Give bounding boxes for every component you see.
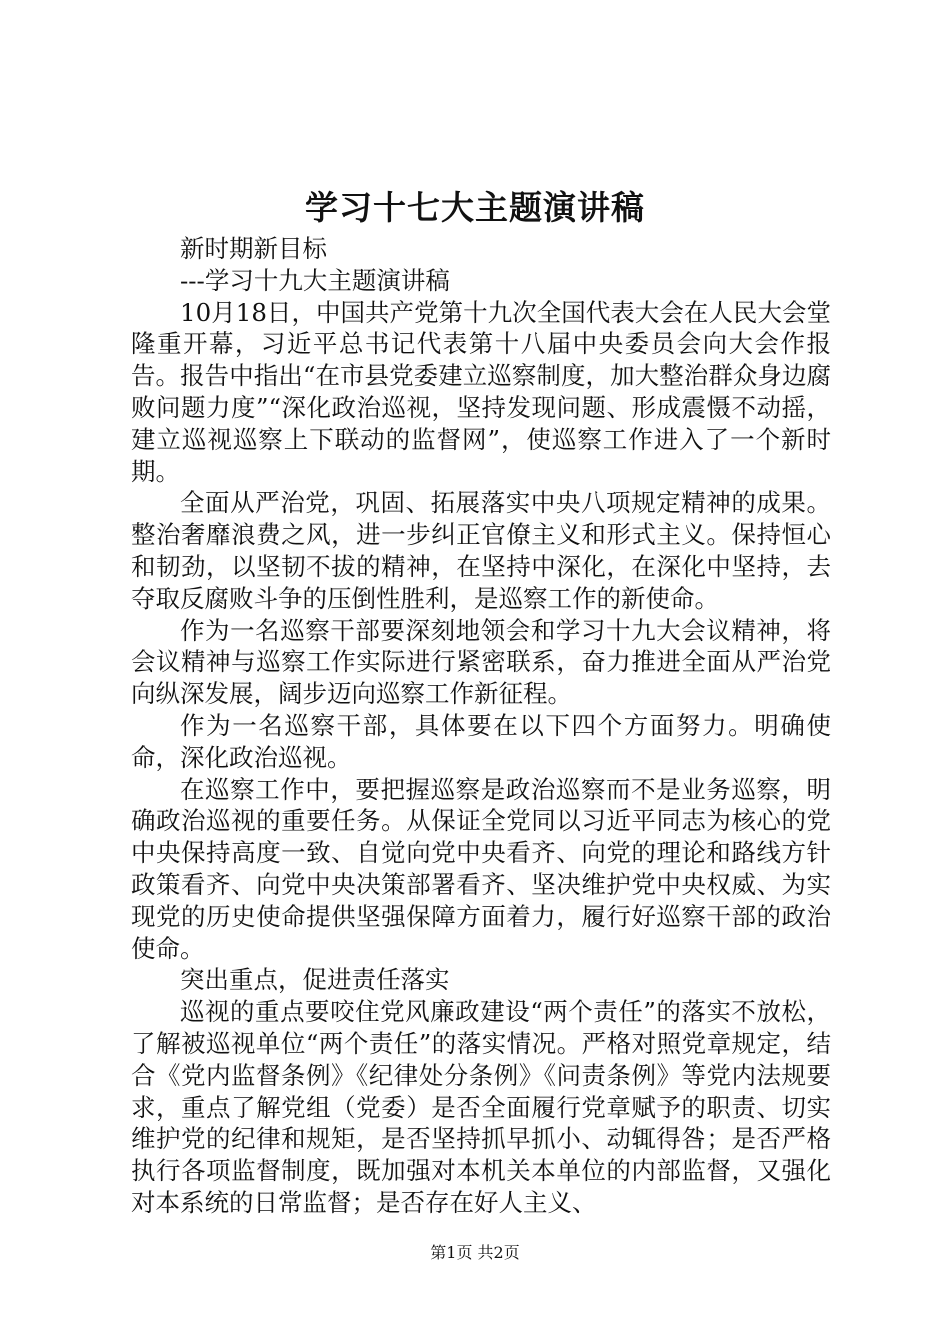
paragraph: 巡视的重点要咬住党风廉政建设“两个责任”的落实不放松，了解被巡视单位“两个责任”的落实情况。严格对照党章规定，结合《党内监督条例》《纪律处分条例》《问责条例》等党内法规要求，重点了解党组（党委）是否全面履行党章赋予的职责、切实维护党的纪律和规矩，是否坚持抓早抓小、动辄得咎；是否严格执行各项监督制度，既加强对本机关本单位的内部监督，又强化对本系统的日常监督；是否存在好人主义、 xyxy=(131,997,831,1217)
paragraph-subheading: ---学习十九大主题演讲稿 xyxy=(180,265,450,295)
paragraph: 在巡察工作中，要把握巡察是政治巡察而不是业务巡察，明确政治巡视的重要任务。从保证全党同以习近平同志为核心的党中央保持高度一致、自觉向党中央看齐、向党的理论和路线方针政策看齐、向党中央决策部署看齐、坚决维护党中央权威、为实现党的历史使命提供坚强保障方面着力，履行好巡察干部的政治使命。 xyxy=(131,774,831,963)
paragraph-subtitle: 新时期新目标 xyxy=(180,234,327,263)
document-body xyxy=(131,233,831,1219)
paragraph: 10月18日，中国共产党第十九次全国代表大会在人民大会堂隆重开幕，习近平总书记代表第十八届中央委员会向大会作报告。报告中指出“在市县党委建立巡察制度，加大整治群众身边腐败问题力度”“深化政治巡视，坚持发现问题、形成震慑不动摇，建立巡视巡察上下联动的监督网”，使巡察工作进入了一个新时期。 xyxy=(131,297,831,486)
paragraph: 作为一名巡察干部，具体要在以下四个方面努力。明确使命，深化政治巡视。 xyxy=(131,710,831,772)
section-heading: 突出重点，促进责任落实 xyxy=(180,965,450,995)
paragraph: 全面从严治党，巩固、拓展落实中央八项规定精神的成果。整治奢靡浪费之风，进一步纠正官僚主义和形式主义。保持恒心和韧劲，以坚韧不拔的精神，在坚持中深化，在深化中坚持，去夺取反腐败斗争的压倒性胜利，是巡察工作的新使命。 xyxy=(131,488,831,613)
page-footer: 第1页 共2页 xyxy=(430,1243,520,1262)
document-title: 学习十七大主题演讲稿 xyxy=(305,188,645,227)
paragraph: 作为一名巡察干部要深刻地领会和学习十九大会议精神，将会议精神与巡察工作实际进行紧密联系，奋力推进全面从严治党向纵深发展，阔步迈向巡察工作新征程。 xyxy=(131,615,831,709)
